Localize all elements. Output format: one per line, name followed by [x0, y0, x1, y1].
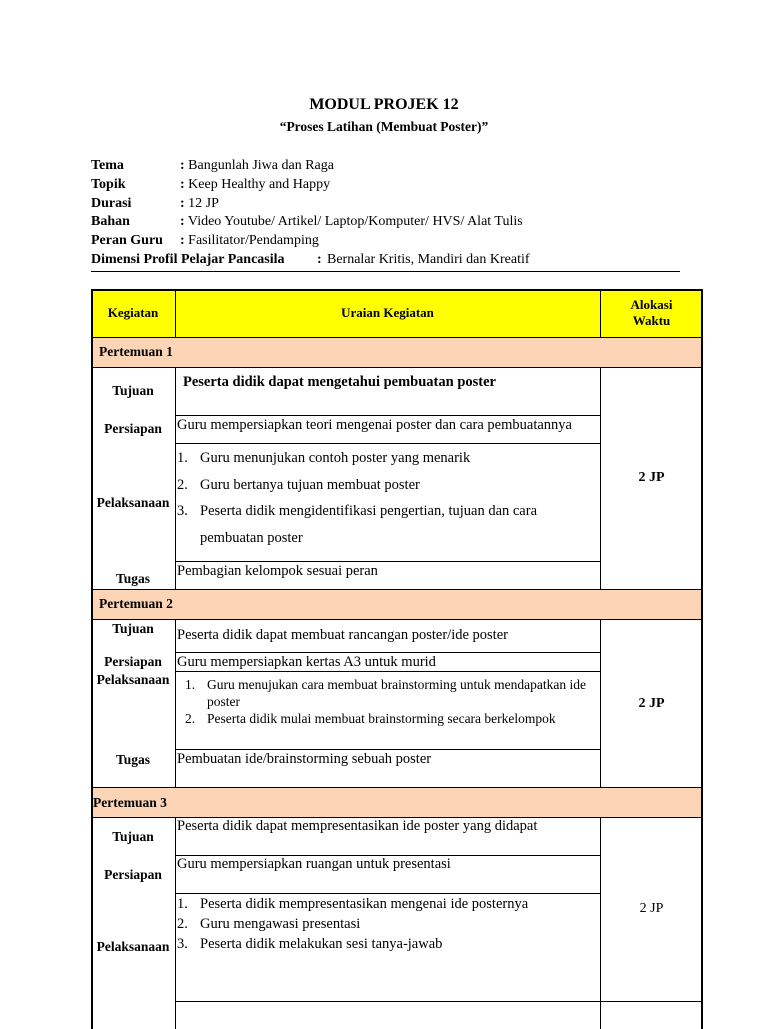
- label-persiapan: Persiapan: [104, 654, 162, 669]
- meta-row-peran-guru: [91, 232, 523, 251]
- meta-row-topik: [91, 176, 523, 195]
- meta-value: Bernalar Kritis, Mandiri dan Kreatif: [327, 251, 530, 267]
- row-divider: [91, 337, 703, 338]
- table-border-left: [91, 289, 93, 1029]
- meta-label: Topik: [91, 176, 126, 192]
- header-kegiatan: Kegiatan: [91, 289, 175, 337]
- row-divider: [91, 619, 703, 620]
- session-1-alokasi: 2 JP: [638, 470, 665, 485]
- row-divider: [175, 652, 600, 653]
- session-3-alokasi: 2 JP: [639, 901, 664, 916]
- list-item: 2. Guru mengawasi presentasi: [177, 916, 361, 932]
- row-divider: [175, 671, 600, 672]
- meta-label: Bahan: [91, 214, 130, 230]
- label-tujuan: Tujuan: [112, 829, 154, 844]
- list-item: 1. Guru menunjukan contoh poster yang menarik: [177, 450, 471, 466]
- list-item: 2. Peserta didik mulai membuat brainstorming secara berkelompok: [185, 711, 556, 726]
- meta-colon: :: [317, 251, 322, 267]
- session-3-persiapan: Guru mempersiapkan ruangan untuk presentasi: [177, 856, 451, 872]
- session-1-persiapan: Guru mempersiapkan teori mengenai poster dan cara pembuatannya: [177, 417, 572, 433]
- meta-value: Video Youtube/ Artikel/ Laptop/Komputer/ HVS/ Alat Tulis: [187, 214, 523, 230]
- row-divider: [175, 1001, 703, 1002]
- session-2-pelaksanaan: [183, 676, 598, 727]
- session-1-tugas: Pembagian kelompok sesuai peran: [177, 563, 378, 579]
- meta-value: Bangunlah Jiwa dan Raga: [188, 158, 334, 173]
- meta-row-dimensi: [91, 251, 530, 270]
- label-persiapan: Persiapan: [104, 867, 162, 882]
- row-divider: [175, 443, 600, 444]
- col-divider: [175, 289, 176, 337]
- header-alokasi: [600, 289, 703, 337]
- row-divider: [175, 415, 600, 416]
- label-tugas: Tugas: [115, 752, 151, 767]
- label-pelaksanaan: Pelaksanaan: [96, 495, 170, 510]
- list-item: 3. Peserta didik melakukan sesi tanya-jawab: [177, 936, 443, 952]
- session-title-2: Pertemuan 2: [91, 589, 703, 619]
- row-divider: [175, 893, 600, 894]
- meta-value: 12 JP: [188, 195, 219, 211]
- row-divider: [175, 855, 600, 856]
- document-title: MODUL PROJEK 12: [309, 96, 459, 113]
- meta-label: Peran Guru: [91, 233, 163, 249]
- activity-table: [91, 289, 703, 1029]
- session-3-tujuan: Peserta didik dapat mempresentasikan ide poster yang didapat: [177, 818, 538, 834]
- col-divider: [600, 818, 601, 1029]
- label-tujuan: Tujuan: [112, 383, 154, 398]
- list-item: 2. Guru bertanya tujuan membuat poster: [177, 476, 420, 493]
- meta-row-durasi: [91, 195, 523, 214]
- header-divider: [91, 271, 680, 272]
- meta-colon: :: [180, 195, 185, 211]
- row-divider: [91, 787, 703, 788]
- session-3-pelaksanaan: [175, 894, 600, 954]
- module-info: [91, 157, 530, 270]
- col-divider: [175, 818, 176, 1029]
- row-divider: [91, 367, 703, 368]
- label-persiapan: Persiapan: [104, 421, 162, 436]
- label-pelaksanaan: Pelaksanaan: [96, 672, 170, 687]
- session-1-tujuan: Peserta didik dapat mengetahui pembuatan poster: [183, 374, 496, 390]
- col-divider: [600, 289, 601, 337]
- meta-row-tema: [91, 157, 523, 176]
- header-alokasi-line-1: Alokasi: [630, 297, 673, 312]
- col-divider: [600, 367, 601, 589]
- table-border-top: [91, 289, 703, 291]
- row-divider: [175, 561, 600, 562]
- meta-colon: :: [180, 176, 185, 192]
- table-border-right: [701, 289, 703, 1029]
- row-divider: [175, 749, 600, 750]
- meta-value: Keep Healthy and Happy: [188, 176, 331, 192]
- col-divider: [175, 620, 176, 788]
- row-divider: [91, 817, 703, 818]
- header-alokasi-line-2: Waktu: [632, 313, 671, 328]
- row-divider: [91, 589, 703, 590]
- col-divider: [600, 620, 601, 788]
- meta-value: Fasilitator/Pendamping: [188, 233, 319, 249]
- document-subtitle: “Proses Latihan (Membuat Poster)”: [279, 119, 489, 134]
- label-tujuan: Tujuan: [112, 621, 154, 636]
- meta-label: Durasi: [91, 195, 132, 211]
- list-item: 3. Peserta didik mengidentifikasi pengertian, tujuan dan cara pembuatan poster: [177, 503, 538, 546]
- session-2-alokasi: 2 JP: [638, 696, 665, 711]
- label-tugas: Tugas: [115, 571, 151, 586]
- session-2-tujuan: Peserta didik dapat membuat rancangan poster/ide poster: [177, 627, 508, 643]
- meta-label: Dimensi Profil Pelajar Pancasila: [91, 251, 285, 267]
- session-title-3: Pertemuan 3: [91, 788, 703, 818]
- meta-label: Tema: [91, 158, 124, 173]
- session-2-persiapan: Guru mempersiapkan kertas A3 untuk murid: [177, 654, 436, 670]
- list-item: 1. Peserta didik mempresentasikan mengenai ide posternya: [177, 896, 529, 912]
- list-item: 1. Guru menujukan cara membuat brainstorming untuk mendapatkan ide poster: [185, 677, 587, 709]
- meta-row-bahan: [91, 213, 523, 232]
- session-title-1: Pertemuan 1: [91, 337, 703, 367]
- header-uraian: Uraian Kegiatan: [175, 289, 600, 337]
- label-pelaksanaan: Pelaksanaan: [96, 939, 170, 954]
- session-2-tugas: Pembuatan ide/brainstorming sebuah poster: [177, 751, 432, 767]
- session-1-pelaksanaan: [175, 445, 575, 551]
- meta-colon: :: [180, 214, 185, 230]
- meta-colon: :: [180, 233, 185, 249]
- meta-colon: :: [180, 158, 185, 173]
- col-divider: [175, 367, 176, 589]
